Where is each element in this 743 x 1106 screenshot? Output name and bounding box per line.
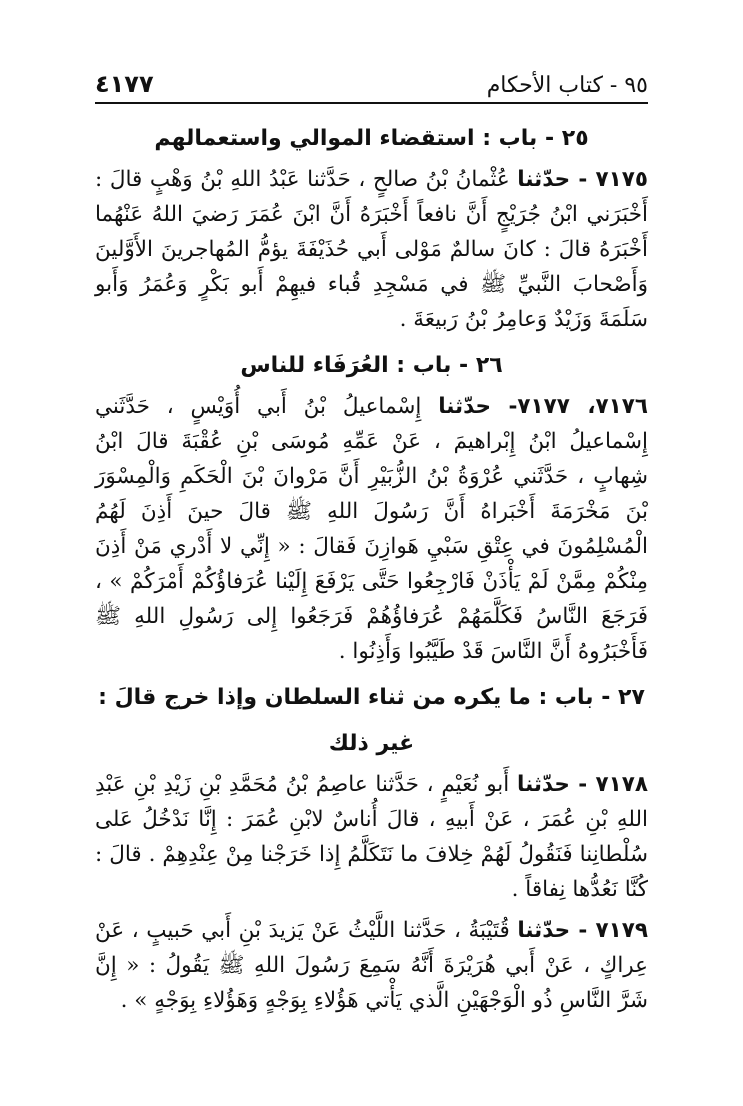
hadith-number: ٧١٧٩ - حدّثنا — [517, 918, 648, 943]
hadith-number: ٧١٧٦، ٧١٧٧- حدّثنا — [438, 394, 648, 419]
hadith-text: إِسْماعيلُ بْنُ أَبي أُوَيْسٍ ، حَدَّثَني إِسْماعيلُ ابْنُ إِبْراهيمَ ، عَنْ عَمِّهِ مُوسَى بْنِ عُقْبَةَ قالَ ابْنُ شِهابٍ ، حَدَّثَني عُرْوَةُ بْنُ الزُّبَيْرِ أَنَّ مَرْوانَ بْنَ الْحَكَمِ وَالْمِسْوَرَ بْنَ مَخْرَمَةَ أَخْبَراهُ أَنَّ رَسُولَ اللهِ ﷺ قالَ حينَ أَذِنَ لَهُمُ الْمُسْلِمُونَ في عِتْقِ سَبْيِ هَوازِنَ فَقالَ : « إِنِّي لا أَدْري مَنْ أَذِنَ مِنْكُمْ مِمَّنْ لَمْ يَأْذَنْ فَارْجِعُوا حَتَّى يَرْفَعَ إِلَيْنا عُرَفاؤُكُمْ أَمْرَكُمْ » ، فَرَجَعَ النَّاسُ فَكَلَّمَهُمْ عُرَفاؤُهُمْ فَرَجَعُوا إِلى رَسُولِ اللهِ ﷺ فَأَخْبَرُوهُ أَنَّ النَّاسَ قَدْ طَيَّبُوا وَأَذِنُوا . — [95, 394, 648, 664]
page-header — [95, 62, 648, 104]
hadith-7175 — [95, 162, 648, 337]
book-title: ٩٥ - كتاب الأحكام — [486, 73, 648, 98]
hadith-number: ٧١٧٨ - حدّثنا — [517, 772, 648, 797]
page-body — [95, 116, 648, 1024]
hadith-text: قُتَيْبَةُ ، حَدَّثنا اللَّيْثُ عَنْ يَزيدَ بْنِ أَبي حَبيبٍ ، عَنْ عِراكٍ ، عَنْ أَبي هُرَيْرَةَ أَنَّهُ سَمِعَ رَسُولَ اللهِ ﷺ يَقُولُ : « إِنَّ شَرَّ النَّاسِ ذُو الْوَجْهَيْنِ الَّذي يَأْتي هَؤُلاءِ بِوَجْهٍ وَهَؤُلاءِ بِوَجْهٍ » . — [95, 918, 648, 1013]
chapter-heading-25: ٢٥ - باب : استقضاء الموالي واستعمالهم — [154, 126, 589, 151]
hadith-text: عُثْمانُ بْنُ صالحٍ ، حَدَّثنا عَبْدُ اللهِ بْنُ وَهْبٍ قالَ : أَخْبَرَني ابْنُ جُرَيْجٍ أَنَّ نافعاً أَخْبَرَهُ أَنَّ ابْنَ عُمَرَ رَضيَ اللهُ عَنْهُما أَخْبَرَهُ قالَ : كانَ سالمٌ مَوْلى أَبي حُذَيْفَةَ يؤمُّ المُهاجرينَ الأَوَّلينَ وَأَصْحابَ النَّبيِّ ﷺ في مَسْجِدِ قُباء فيهِمْ أَبو بَكْرٍ وَعُمَرُ وَأَبو سَلَمَةَ وَزَيْدٌ وَعامِرُ بْنُ رَبيعَةَ . — [95, 167, 648, 332]
hadith-text: أَبو نُعَيْمٍ ، حَدَّثنا عاصِمُ بْنُ مُحَمَّدِ بْنِ زَيْدِ بْنِ عَبْدِ اللهِ بْنِ عُمَرَ ، عَنْ أَبيهِ ، قالَ أُناسٌ لابْنِ عُمَرَ : إِنَّا نَدْخُلُ عَلى سُلْطانِنا فَنَقُولُ لَهُمْ خِلافَ ما نَتَكَلَّمُ إِذا خَرَجْنا مِنْ عِنْدِهِمْ . قالَ : كُنَّا نَعُدُّها نِفاقاً . — [95, 772, 648, 902]
page-number: ٤١٧٧ — [95, 70, 154, 98]
chapter-heading-27: ٢٧ - باب : ما يكره من ثناء السلطان وإذا خرج قالَ : غير ذلك — [98, 685, 645, 756]
hadith-7178 — [95, 767, 648, 907]
hadith-7176-7177 — [95, 389, 648, 669]
chapter-heading-26: ٢٦ - باب : العُرَفَاء للناس — [240, 353, 503, 378]
hadith-7179 — [95, 913, 648, 1018]
hadith-number: ٧١٧٥ - حدّثنا — [517, 167, 649, 192]
